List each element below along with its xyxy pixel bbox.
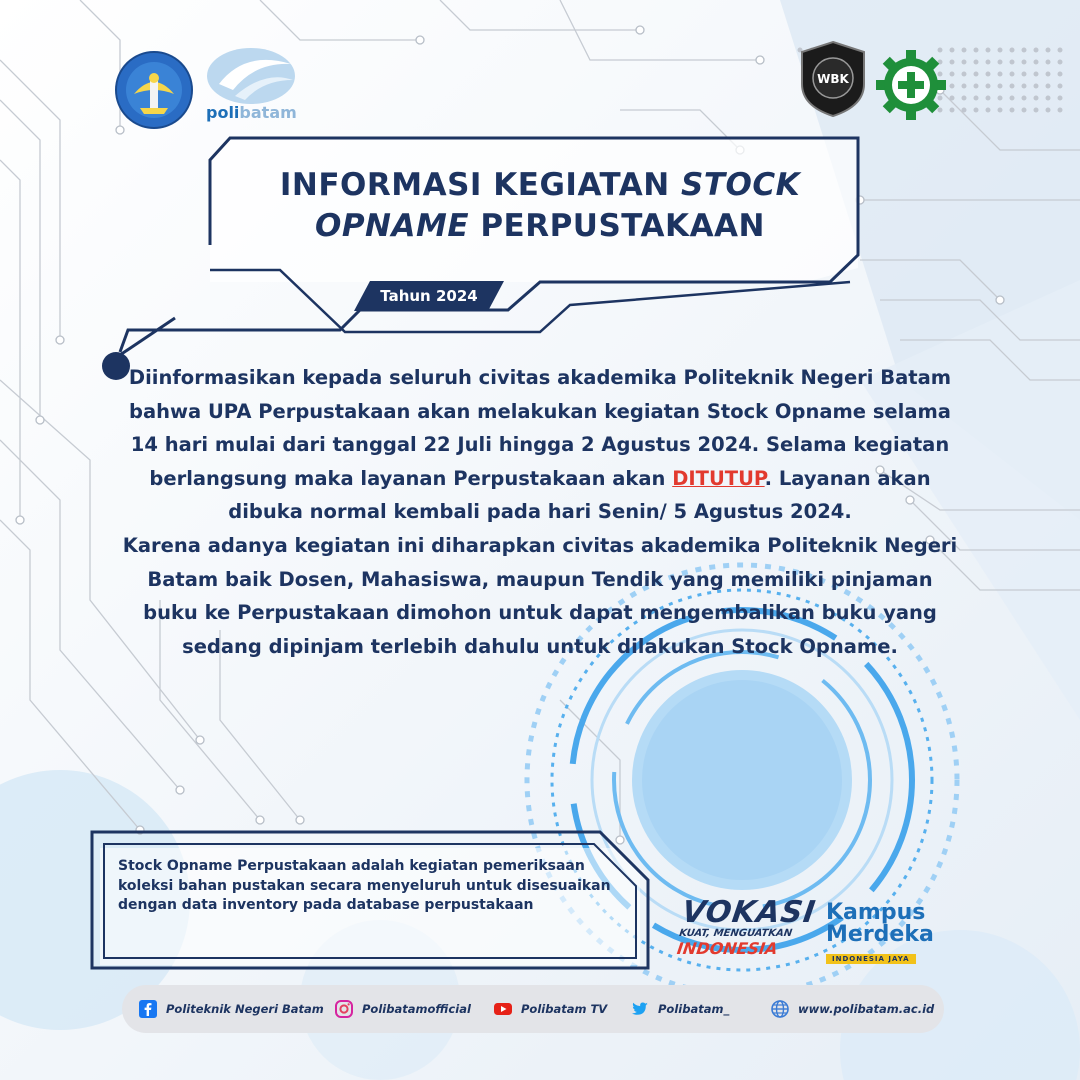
footer-instagram[interactable]: Polibatamofficial	[334, 998, 471, 1020]
polibatam-logo-mark	[205, 44, 297, 106]
definition-text: Stock Opname Perpustakaan adalah kegiatan pemeriksaan koleksi bahan pustakan secara menyeluruh untuk disesuaikan dengan data inventory pada database perpustakaan	[118, 858, 611, 913]
globe-icon	[770, 999, 790, 1019]
facebook-icon	[138, 999, 158, 1019]
instagram-icon	[334, 999, 354, 1019]
svg-text:WBK: WBK	[817, 72, 849, 86]
youtube-icon	[493, 999, 513, 1019]
k3-safety-gear-emblem	[876, 50, 946, 120]
closed-highlight: DITUTUP	[672, 466, 765, 490]
announcement-text	[120, 361, 960, 663]
footer-facebook[interactable]: Politeknik Negeri Batam	[138, 998, 324, 1020]
tut-wuri-handayani-logo	[114, 50, 194, 130]
page-title: INFORMASI KEGIATAN STOCK OPNAME PERPUSTAKAAN	[279, 167, 801, 244]
polibatam-zona-integritas-badge	[798, 40, 868, 118]
vokasi-logo: VOKASI KUAT, MENGUATKAN INDONESIA	[675, 895, 819, 958]
year-tag-label: Tahun 2024	[380, 287, 478, 305]
footer-twitter[interactable]: Polibatam_	[630, 998, 729, 1020]
footer-youtube[interactable]: Polibatam TV	[493, 998, 607, 1020]
announcement-paragraph-1: Diinformasikan kepada seluruh civitas akademika Politeknik Negeri Batam bahwa UPA Perpustakaan akan melakukan kegiatan Stock Opname selama 14 hari mulai dari tanggal 22 Juli hingga 2 Agustus 2024. Selama kegiatan berlangsung maka layanan Perpustakaan akan DITUTUP. Layanan akan dibuka normal kembali pada hari Senin/ 5 Agustus 2024.	[128, 366, 952, 524]
announcement-paragraph-2: Karena adanya kegiatan ini diharapkan civitas akademika Politeknik Negeri Batam baik Dosen, Mahasiswa, maupun Tendik yang memiliki pinjaman buku ke Perpustakaan dimohon untuk dapat mengembalikan buku yang sedang dipinjam terlebih dahulu untuk dilakukan Stock Opname.	[122, 533, 958, 658]
polibatam-wordmark: polibatam	[206, 103, 297, 122]
year-tag	[354, 281, 504, 311]
footer-website[interactable]: www.polibatam.ac.id	[770, 998, 934, 1020]
twitter-icon	[630, 999, 650, 1019]
kampus-merdeka-logo: Kampus Merdeka INDONESIA JAYA	[826, 900, 934, 963]
